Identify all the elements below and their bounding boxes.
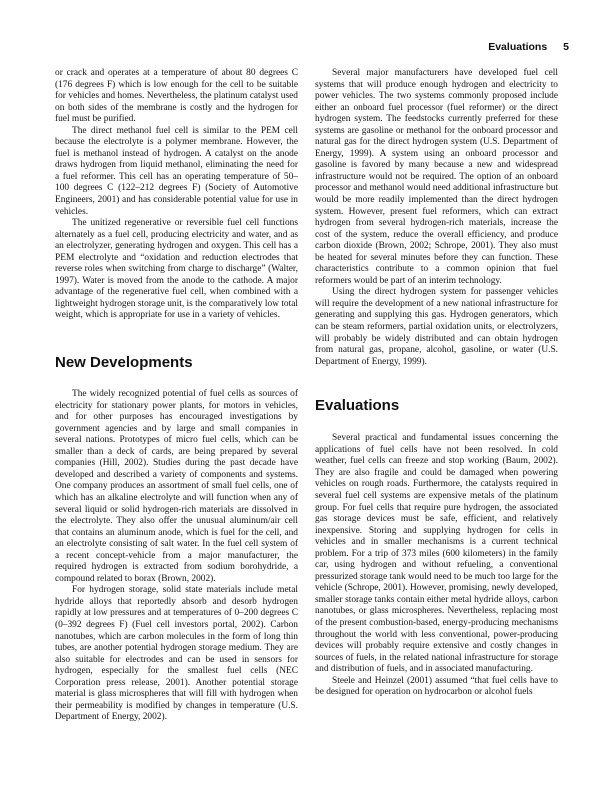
paragraph: For hydrogen storage, solid state materials include metal hydride alloys that reportedly absorb and desorb hydrogen rapidly at low pressures and at temperatures of 0–200 degrees C (0–392 degrees F) (Fuel cell investors portal, 2002). Carbon nanotubes, which are carbon molecules in the form of long thin tubes, are another potential hydrogen storage medium. They are also suitable for electrodes and can be used in sensors for hydrogen, especially for the smallest fuel cells (NEC Corporation press release, 2001). Another potential storage material is glass microspheres that will fill with hydrogen when their permeability is modified by changes in temperature (U.S. Department of Energy, 2002). — [55, 585, 298, 723]
paragraph: Several major manufacturers have developed fuel cell systems that will produce enough hydrogen and electricity to power vehicles. The two systems commonly proposed include either an onboard fuel processor (fuel reformer) or the direct hydrogen system. The feedstocks currently preferred for these systems are gasoline or methanol for the onboard processor and natural gas for the direct hydrogen system (U.S. Department of Energy, 1999). A system using an onboard processor and gasoline is favored by many because a new and widespread infrastructure would not be required. The option of an onboard processor and methanol would need additional infrastructure but would be more readily implemented than the direct hydrogen system. However, present fuel reformers, which can extract hydrogen from several hydrogen-rich materials, increase the cost of the system, reduce the overall efficiency, and produce carbon dioxide (Brown, 2002; Schrope, 2001). They also must be heated for several minutes before they can function. These characteristics contribute to a common opinion that fuel reformers would be part of an interim technology. — [315, 68, 558, 286]
section-heading-new-developments: New Developments — [55, 354, 193, 372]
paragraph: Using the direct hydrogen system for passenger vehicles will require the development of a new national infrastructure for generating and supplying this gas. Hydrogen generators, which can be steam reformers, partial oxidation units, or electrolyzers, will probably be widely distributed and can obtain hydrogen from natural gas, propane, alcohol, gasoline, or water (U.S. Department of Energy, 1999). — [315, 287, 558, 367]
left-column — [55, 68, 298, 724]
right-column — [315, 68, 558, 699]
paragraph: The direct methanol fuel cell is similar to the PEM cell because the electrolyte is a polymer membrane. However, the fuel is methanol instead of hydrogen. A catalyst on the anode draws hydrogen from liquid methanol, eliminating the need for a fuel reformer. This cell has an operating temperature of 50–100 degrees C (122–212 degrees F) (Society of Automotive Engineers, 2001) and has considerable potential value for use in vehicles. — [55, 125, 298, 217]
paragraph: Several practical and fundamental issues concerning the applications of fuel cells have not been resolved. In cold weather, fuel cells can freeze and stop working (Baum, 2002). They are also fragile and could be damaged when powering vehicles on rough roads. Furthermore, the catalysts required in several fuel cell systems are expensive metals of the platinum group. For fuel cells that require pure hydrogen, the associated gas storage devices must be safe, efficient, and relatively inexpensive. Storing and supplying hydrogen for cells in vehicles and in smaller mechanisms is a current technical problem. For a trip of 373 miles (600 kilometers) in the family car, using hydrogen and without refueling, a conventional pressurized storage tank would need to be much too large for the vehicle (Schrope, 2001). However, promising, newly developed, smaller storage tanks contain either metal hydride alloys, carbon nanotubes, or glass microspheres. Nevertheless, replacing most of the present combustion-based, energy-producing mechanisms throughout the world with less conventional, power-producing devices will probably require extensive and costly changes in sources of fuels, in the related national infrastructure for storage and distribution of fuels, and in associated manufacturing. — [315, 433, 558, 675]
paragraph: Steele and Heinzel (2001) assumed “that fuel cells have to be designed for operation on hydrocarbon or alcohol fuels — [315, 675, 558, 698]
paragraph: The widely recognized potential of fuel cells as sources of electricity for stationary power plants, for motors in vehicles, and for other purposes has encouraged investigations by government agencies and by large and small companies in several nations. Prototypes of micro fuel cells, which can be smaller than a deck of cards, are being prepared by several companies (Hill, 2002). Studies during the past decade have developed and described a variety of components and systems. One company produces an assortment of small fuel cells, one of which has an alkaline electrolyte and will function when any of several liquid or solid hydrogen-rich materials are dissolved in the electrolyte. They also offer the unusual aluminum/air cell that contains an aluminum anode, which is fuel for the cell, and an electrolyte consisting of salt water. In the fuel cell system of a recent concept-vehicle from a major manufacturer, the required hydrogen is extracted from sodium borohydride, a compound related to borax (Brown, 2002). — [55, 389, 298, 584]
paragraph: or crack and operates at a temperature of about 80 degrees C (176 degrees F) which is low enough for the cell to be suitable for vehicles and homes. Nevertheless, the platinum catalyst used on both sides of the membrane is costly and the hydrogen for fuel must be purified. — [55, 68, 298, 125]
running-header-title: Evaluations — [488, 41, 548, 53]
running-header — [488, 41, 569, 53]
section-heading-evaluations: Evaluations — [315, 397, 400, 415]
paragraph: The unitized regenerative or reversible fuel cell functions alternately as a fuel cell, producing electricity and water, and as an electrolyzer, generating hydrogen and oxygen. This cell has a PEM electrolyte and “oxidation and reduction electrodes that reverse roles when switching from charge to discharge” (Walter, 1997). Water is moved from the anode to the cathode. A major advantage of the regenerative fuel cell, when combined with a lightweight hydrogen storage unit, is the comparatively low total weight, which is appropriate for use in a variety of vehicles. — [55, 218, 298, 321]
page-number: 5 — [563, 41, 569, 53]
